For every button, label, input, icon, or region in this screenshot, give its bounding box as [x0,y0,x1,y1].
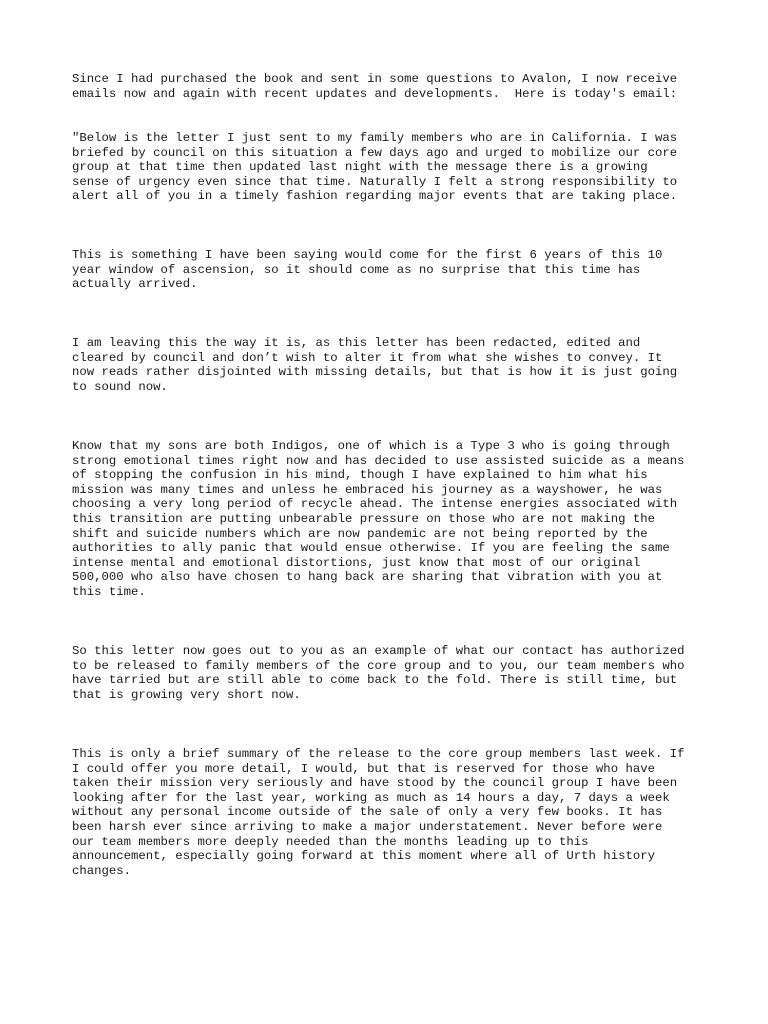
text-line: changes. [72,863,132,878]
text-line: been harsh ever since arriving to make a major understatement. Never before were [72,819,663,834]
text-line: strong emotional times right now and has decided to use assisted suicide as a means [72,453,685,468]
text-line: this time. [72,584,146,599]
paragraph-letter-opening [72,131,732,204]
text-line: to sound now. [72,379,168,394]
text-line: I am leaving this the way it is, as this letter has been redacted, edited and [72,336,641,350]
text-line: shift and suicide numbers which are now pandemic are not being reported by the [72,526,648,541]
text-line: announcement, especially going forward at this moment where all of Urth history [72,849,655,864]
text-line: alert all of you in a timely fashion regarding major events that are taking place. [72,189,678,204]
text-line: mission was many times and unless he embraced his journey as a wayshower, he was [72,482,663,497]
text-line: this transition are putting unbearable pressure on those who are not making the [72,511,655,526]
text-line: to be released to family members of the core group and to you, our team members who [72,658,685,673]
text-line: authorities to ally panic that would ensue otherwise. If you are feeling the same [72,541,670,556]
text-line: have tarried but are still able to come back to the fold. There is still time, but [72,673,678,688]
paragraph-redaction-note [72,336,732,394]
text-line: This is something I have been saying would come for the first 6 years of this 10 [72,248,663,262]
paragraph-release-note [72,644,732,702]
paragraph-summary [72,747,732,878]
text-line: intense mental and emotional distortions, just know that most of our original [72,555,641,570]
text-line: briefed by council on this situation a few days ago and urged to mobilize our core [72,145,678,160]
text-line: now reads rather disjointed with missing details, but that is how it is just going [72,365,678,380]
text-line: "Below is the letter I just sent to my family members who are in California. I was [72,131,678,145]
text-line: group at that time then updated last night with the message there is a growing [72,160,648,175]
text-line: 500,000 who also have chosen to hang back are sharing that vibration with you at [72,570,663,585]
text-line: So this letter now goes out to you as an example of what our contact has authorized [72,644,685,658]
text-line: our team members more deeply needed than the months leading up to this [72,834,589,849]
text-line: Since I had purchased the book and sent in some questions to Avalon, I now receive [72,72,678,86]
text-line: without any personal income outside of the sale of only a very few books. It has [72,805,663,820]
text-line: looking after for the last year, working as much as 14 hours a day, 7 days a week [72,790,670,805]
paragraph-indigo-sons [72,439,732,600]
paragraph-intro [72,72,732,101]
paragraph-ascension-window [72,248,732,292]
text-line: choosing a very long period of recycle ahead. The intense energies associated with [72,497,678,512]
text-line: sense of urgency even since that time. Naturally I felt a strong responsibility to [72,174,678,189]
text-line: emails now and again with recent updates and developments. Here is today's email: [72,86,678,101]
text-line: of stopping the confusion in his mind, though I have explained to him what his [72,468,648,483]
text-line: taken their mission very seriously and have stood by the council group I have been [72,776,678,791]
text-line: that is growing very short now. [72,687,301,702]
text-line: This is only a brief summary of the release to the core group members last week. If [72,747,685,761]
text-line: Know that my sons are both Indigos, one of which is a Type 3 who is going through [72,439,670,453]
text-line: year window of ascension, so it should come as no surprise that this time has [72,262,641,277]
text-line: actually arrived. [72,277,198,292]
text-line: cleared by council and don’t wish to alter it from what she wishes to convey. It [72,350,663,365]
text-line: I could offer you more detail, I would, but that is reserved for those who have [72,761,655,776]
